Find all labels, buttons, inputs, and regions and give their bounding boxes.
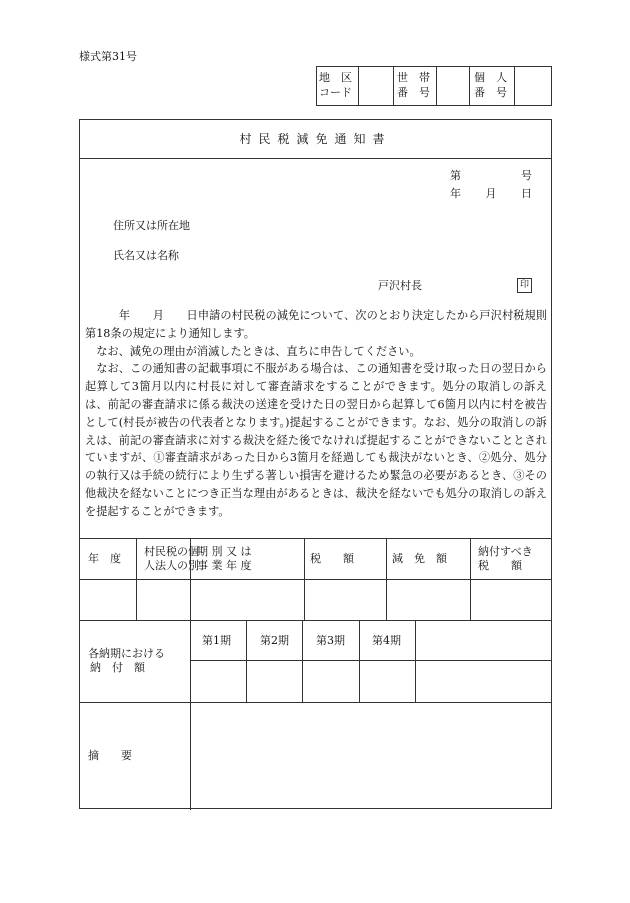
district-code-label: 地 区 コード — [317, 67, 359, 105]
installment-col-divider — [246, 620, 247, 702]
label-col-divider — [190, 620, 191, 810]
col-reduction-amount: 減 免 額 — [392, 552, 447, 565]
notice-number: 第 号 — [450, 169, 532, 182]
col-fiscal-year: 年 度 — [88, 552, 121, 565]
installment-period-2: 第2期 — [260, 634, 289, 647]
district-code-field[interactable] — [359, 67, 394, 105]
address-label: 住所又は所在地 — [113, 219, 190, 232]
installment-period-1: 第1期 — [202, 634, 231, 647]
remarks-label: 摘 要 — [88, 749, 132, 762]
col-tax-type: 村民税の個 人法人の別 — [144, 545, 199, 572]
table-col-divider — [386, 538, 387, 620]
document-title: 村民税減免通知書 — [239, 132, 392, 146]
body-paragraph-1: 年 月 日申請の村民税の減免について、次のとおり決定したから戸沢村税規則第18条の規定により通知します。 — [85, 309, 547, 340]
installment-col-divider — [302, 620, 303, 702]
table-row-border — [80, 620, 551, 621]
body-paragraph-3: なお、この通知書の記載事項に不服がある場合は、この通知書を受け取った日の翌日から起算して3箇月以内に村長に対して審査請求をすることができます。処分の取消しの訴えは、前記の審査請求に係る裁決の送達を受けた日の翌日から起算して6箇月以内に村を被告として(村長が被告の代表者となります。)提起することができます。なお、処分の取消しの訴えは、前記の審査請求に対する裁決を経た後でなければ提起することができないこととされていますが、①審査請求があった日から3箇月を経過しても裁決がないとき、②処分、処分の執行又は手続の続行により生ずる著しい損害を避けるため緊急の必要があるとき、③その他裁決を経ないことにつき正当な理由があるときは、裁決を経ないでも処分の取消しの訴えを提起することができます。 — [85, 362, 547, 518]
table-header-border — [80, 579, 551, 580]
table-col-divider — [136, 538, 137, 620]
code-table — [316, 66, 552, 106]
installment-label: 各納期における 納 付 額 — [88, 647, 165, 674]
col-payable-tax: 納付すべき 税 額 — [478, 545, 533, 572]
installment-period-4: 第4期 — [372, 634, 401, 647]
mayor-title: 戸沢村長 — [378, 279, 422, 292]
notice-body — [85, 307, 547, 521]
form-number: 様式第31号 — [79, 50, 137, 63]
col-tax-amount: 税 額 — [310, 552, 354, 565]
personal-number-label: 個 人 番 号 — [470, 67, 515, 105]
personal-number-field[interactable] — [515, 67, 551, 105]
table-top-border — [80, 538, 551, 539]
title-divider — [80, 158, 551, 159]
installment-col-divider — [415, 620, 416, 702]
installment-col-divider — [359, 620, 360, 702]
name-label: 氏名又は名称 — [113, 249, 179, 262]
household-number-label: 世 帯 番 号 — [394, 67, 437, 105]
household-number-field[interactable] — [437, 67, 470, 105]
notice-form — [79, 119, 552, 809]
table-col-divider — [304, 538, 305, 620]
installment-bottom-border — [80, 702, 551, 703]
notice-date: 年 月 日 — [450, 187, 532, 200]
installment-period-3: 第3期 — [316, 634, 345, 647]
body-paragraph-2: なお、減免の理由が消滅したときは、直ちに申告してください。 — [85, 344, 421, 358]
col-period: 期 別 又 は 事 業 年 度 — [197, 545, 252, 572]
table-col-divider — [470, 538, 471, 620]
installment-header-border — [190, 660, 551, 661]
seal-mark: 印 — [517, 278, 532, 293]
